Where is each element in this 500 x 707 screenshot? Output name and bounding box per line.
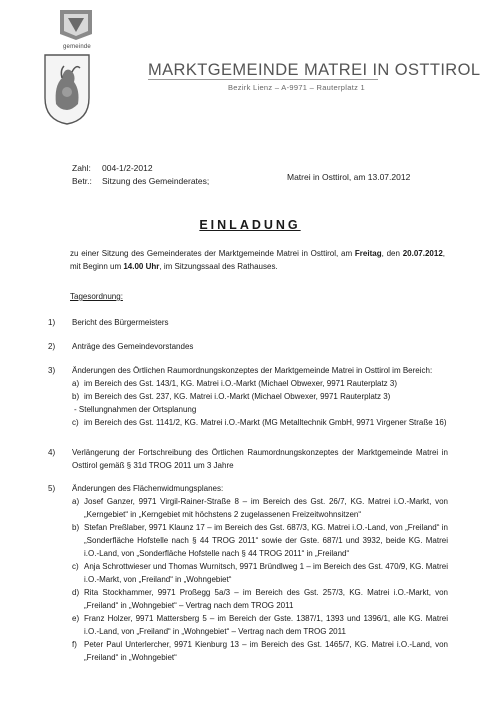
agenda-subitem: e) Franz Holzer, 9971 Mattersberg 5 – im Bereich der Gste. 1387/1, 1393 und 1396/1, alle KG. Matrei i.O.-Land, von „Freiland“ in „Wohngebiet“ – Vertrag nach dem TROG 2011 [72, 614, 448, 636]
agenda-text: Änderungen des Flächenwidmungsplanes: [72, 484, 224, 493]
agenda-subitem: f) Peter Paul Unterlercher, 9971 Kienburg 13 – im Bereich des Gst. 1465/7, KG. Matrei i.O.-Land, von „Freiland“ in „Wohngebiet“ [72, 640, 448, 662]
betr-label: Betr.: [72, 176, 92, 186]
agenda-subitem: b) im Bereich des Gst. 237, KG. Matrei i.O.-Markt (Michael Obwexer, 9971 Rauterplatz 3) [72, 392, 391, 401]
intro-paragraph: zu einer Sitzung des Gemeinderates der Marktgemeinde Matrei in Osttirol, am Freitag, den 20.07.2012, mit Beginn um 14.00 Uhr, im Sitzungssaal des Rathauses. [70, 249, 446, 271]
agenda-item-5 [48, 482, 448, 664]
flag-emblem-icon [60, 10, 92, 40]
place-date: Matrei in Osttirol, am 13.07.2012 [287, 172, 411, 182]
meeting-weekday: Freitag [354, 249, 382, 258]
agenda-subitem: a) Josef Ganzer, 9971 Virgil-Rainer-Straße 8 – im Bereich des Gst. 26/7, KG. Matrei i.O.-Markt, von „Kerngebiet“ in „Kerngebiet mit höchstens 2 zugelassenen Freizeitwohnsitzen“ [72, 497, 448, 519]
agenda-subnote: - Stellungnahmen der Ortsplanung [74, 405, 197, 414]
document-title: EINLADUNG [199, 218, 301, 232]
zahl-value: 004-1/2-2012 [102, 163, 153, 173]
agenda-text: Bericht des Bürgermeisters [72, 318, 169, 327]
agenda-item-2 [48, 340, 448, 353]
header-divider [148, 79, 378, 80]
municipality-address: Bezirk Lienz – A-9971 – Rauterplatz 1 [228, 83, 366, 92]
agenda-number: 3) [48, 366, 56, 375]
agenda-item-3 [48, 364, 448, 429]
meeting-time: 14.00 Uhr [123, 262, 160, 271]
agenda-text: Verlängerung der Fortschreibung des Örtlichen Raumordnungskonzeptes der Marktgemeinde Matrei in Osttirol gemäß § 31d TROG 2011 um 3 Jahre [72, 448, 448, 470]
meeting-date: 20.07.2012 [402, 249, 443, 258]
agenda-text: Anträge des Gemeindevorstandes [72, 342, 194, 351]
agenda-number: 5) [48, 484, 56, 493]
municipality-title: MARKTGEMEINDE MATREI IN OSTTIROL [148, 61, 481, 79]
agenda-subitem: c) Anja Schrottwieser und Thomas Wurnitsch, 9971 Bründlweg 1 – im Bereich des Gst. 470/9, KG. Matrei i.O.-Markt, von „Freiland“ in „Wohngebiet“ [72, 562, 448, 584]
agenda-subitem: c) im Bereich des Gst. 1141/2, KG. Matrei i.O.-Markt (MG Metalltechnik GmbH, 9971 Virgener Straße 16) [72, 418, 447, 427]
betr-value: Sitzung des Gemeinderates; [102, 176, 210, 186]
agenda-subitem: d) Rita Stockhammer, 9971 Proßegg 5a/3 – im Bereich des Gst. 257/3, KG. Matrei i.O.-Markt, von „Freiland“ in „Wohngebiet“ – Vertrag nach dem TROG 2011 [72, 588, 448, 610]
agenda-number: 2) [48, 342, 56, 351]
agenda-number: 1) [48, 318, 56, 327]
agenda-subitem: a) im Bereich des Gst. 143/1, KG. Matrei i.O.-Markt (Michael Obwexer, 9971 Rauterplatz 3) [72, 379, 398, 388]
agenda-text: Änderungen des Örtlichen Raumordnungskonzeptes der Marktgemeinde Matrei in Osttirol im Bereich: [72, 366, 433, 375]
agenda-item-1 [48, 316, 448, 329]
coat-of-arms-icon [42, 52, 92, 126]
zahl-label: Zahl: [72, 163, 91, 173]
agenda-item-4 [48, 446, 448, 472]
agenda-heading: Tagesordnung: [70, 292, 123, 301]
logo-word: gemeinde [63, 44, 91, 50]
agenda-subitem: b) Stefan Preßlaber, 9971 Klaunz 17 – im Bereich des Gst. 687/3, KG. Matrei i.O.-Land, von „Freiland“ in „Sonderfläche Hofstelle nach § 44 TROG 2011“ sowie der Gste. 687/1 und 3932, beide KG. Matrei i.O.-Land, von „Sonderfläche Hofstelle nach § 44 TROG 2011“ in „Freiland“ [72, 523, 448, 558]
agenda-number: 4) [48, 448, 56, 457]
